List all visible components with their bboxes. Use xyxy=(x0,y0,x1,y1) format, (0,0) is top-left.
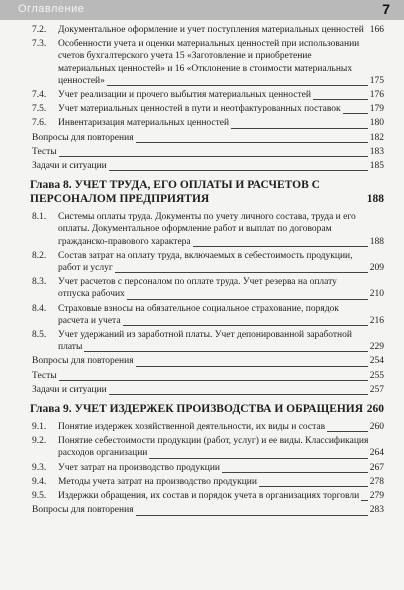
page-ref: 229 xyxy=(369,342,384,353)
leader-line xyxy=(361,500,368,501)
page-ref: 267 xyxy=(369,462,384,473)
toc-section xyxy=(0,250,404,274)
toc-item xyxy=(0,370,404,382)
page-ref: 188 xyxy=(369,236,384,247)
section-number: 7.2. xyxy=(32,25,47,35)
toc-item xyxy=(0,132,404,144)
page-ref: 283 xyxy=(369,505,384,516)
page-ref: 175 xyxy=(369,75,384,86)
leader-line xyxy=(343,113,368,114)
section-title: Страховые взносы на обязательное социальное страхование, порядок расчета и учета xyxy=(58,303,339,326)
toc-section xyxy=(0,211,404,248)
leader-line xyxy=(313,99,368,100)
page-number: 7 xyxy=(382,1,390,17)
page-ref: 185 xyxy=(369,161,384,172)
toc-section xyxy=(0,89,404,101)
table-of-contents xyxy=(0,24,404,519)
toc-chapter xyxy=(0,402,404,416)
toc-section xyxy=(0,103,404,115)
section-title: Вопросы для повторения xyxy=(32,132,134,143)
section-title: Документальное оформление и учет поступления материальных ценностей xyxy=(58,25,364,35)
section-number: 8.3. xyxy=(32,277,47,288)
toc-item xyxy=(0,160,404,172)
page-ref: 278 xyxy=(369,476,384,487)
toc-item xyxy=(0,504,404,516)
leader-line xyxy=(59,380,368,381)
toc-item xyxy=(0,146,404,158)
section-number: 9.2. xyxy=(32,436,47,447)
chapter-title: Глава 9. УЧЕТ ИЗДЕРЖЕК ПРОИЗВОДСТВА И ОБРАЩЕНИЯ xyxy=(30,403,364,416)
section-number: 7.3. xyxy=(32,39,47,50)
page-ref: 260 xyxy=(366,403,384,416)
leader-line xyxy=(136,515,368,516)
section-title: Задачи и ситуации xyxy=(32,384,107,395)
section-number: 7.4. xyxy=(32,90,47,101)
page-ref: 216 xyxy=(369,315,384,326)
section-title: Методы учета затрат на производство продукции xyxy=(58,476,257,487)
toc-section xyxy=(0,435,404,459)
section-title: Вопросы для повторения xyxy=(32,356,134,367)
leader-line xyxy=(109,170,368,171)
toc-item xyxy=(0,384,404,396)
section-title: Тесты xyxy=(32,370,57,381)
leader-line xyxy=(109,394,368,395)
section-title: Учет удержаний из заработной платы. Учет депонированной заработной платы xyxy=(58,330,352,353)
toc-section xyxy=(0,462,404,474)
leader-line xyxy=(222,472,368,473)
section-title: Учет реализации и прочего выбытия материальных ценностей xyxy=(58,90,311,101)
section-number: 8.1. xyxy=(32,212,47,223)
section-number: 8.4. xyxy=(32,303,47,314)
page-ref: 264 xyxy=(369,448,384,459)
section-number: 9.1. xyxy=(32,422,47,433)
section-number: 9.3. xyxy=(32,462,47,473)
section-title: Учет расчетов с персоналом по оплате труда. Учет резерва на оплату отпуска рабочих xyxy=(58,277,337,300)
section-title: Системы оплаты труда. Документы по учету личного состава, труда и его оплаты. Документальное оформление работ и выплат по договорам гражданско-правового характера xyxy=(58,212,356,247)
leader-line xyxy=(59,156,368,157)
page-ref: 257 xyxy=(369,384,384,395)
page-ref: 188 xyxy=(366,193,384,206)
section-title: Состав затрат на оплату труда, включаемых в себестоимость продукции, работ и услуг xyxy=(58,250,353,274)
page-ref: 255 xyxy=(369,370,384,381)
toc-section xyxy=(0,117,404,129)
page-ref: 179 xyxy=(369,104,384,115)
section-title: Понятие издержек хозяйственной деятельности, их виды и состав xyxy=(58,422,326,433)
leader-line xyxy=(127,299,368,300)
section-title: Вопросы для повторения xyxy=(32,505,134,516)
toc-section xyxy=(0,24,404,36)
section-number: 9.4. xyxy=(32,476,47,487)
page-ref: 210 xyxy=(369,289,384,300)
leader-line xyxy=(193,246,368,247)
toc-section xyxy=(0,276,404,300)
leader-line xyxy=(136,142,368,143)
toc-section xyxy=(0,476,404,488)
leader-line xyxy=(107,85,368,86)
page-ref: 183 xyxy=(369,146,384,157)
leader-line xyxy=(327,431,368,432)
page-ref: 180 xyxy=(369,118,384,129)
section-title: Учет материальных ценностей в пути и неотфактурованных поставок xyxy=(58,104,341,115)
toc-item xyxy=(0,355,404,367)
leader-line xyxy=(259,486,368,487)
section-title: Инвентаризация материальных ценностей xyxy=(58,118,230,129)
toc-section xyxy=(0,303,404,327)
toc-section xyxy=(0,421,404,433)
leader-line xyxy=(123,325,368,326)
leader-line xyxy=(231,128,368,129)
page-ref: 279 xyxy=(369,491,384,502)
section-number: 8.5. xyxy=(32,330,47,341)
section-number: 7.5. xyxy=(32,104,47,115)
section-number: 7.6. xyxy=(32,118,47,129)
page-ref: 209 xyxy=(369,263,384,274)
chapter-title: Глава 8. УЧЕТ ТРУДА, ЕГО ОПЛАТЫ И РАСЧЕТОВ С ПЕРСОНАЛОМ ПРЕДПРИЯТИЯ xyxy=(30,179,320,206)
leader-line xyxy=(115,272,368,273)
section-title: Особенности учета и оценки материальных ценностей при использовании счетов бухгалтерского учета 15 «Заготовление и приобретение материальных ценностей» и 16 «Отклонение в стоимости материальных ценностей» xyxy=(58,39,360,86)
toc-section xyxy=(0,38,404,87)
toc-section xyxy=(0,490,404,502)
toc-chapter xyxy=(0,178,404,206)
section-title: Задачи и ситуации xyxy=(32,161,107,172)
page-ref: 260 xyxy=(369,422,384,433)
section-title: Издержки обращения, их состав и порядок учета в организациях торговли xyxy=(58,491,360,502)
section-number: 8.2. xyxy=(32,250,47,261)
section-title: Учет затрат на производство продукции xyxy=(58,462,220,473)
header-title: Оглавление xyxy=(18,3,85,15)
section-number: 9.5. xyxy=(32,491,47,502)
page-ref: 166 xyxy=(369,25,384,35)
leader-line xyxy=(136,366,368,367)
leader-line xyxy=(149,458,367,459)
page-ref: 182 xyxy=(369,132,384,143)
page-ref: 254 xyxy=(369,356,384,367)
page-ref: 176 xyxy=(369,90,384,101)
section-title: Тесты xyxy=(32,146,57,157)
running-header xyxy=(0,0,404,20)
section-title: Понятие себестоимости продукции (работ, услуг) и ее виды. Классификация расходов организации xyxy=(58,436,369,459)
leader-line xyxy=(84,351,367,352)
toc-section xyxy=(0,329,404,353)
